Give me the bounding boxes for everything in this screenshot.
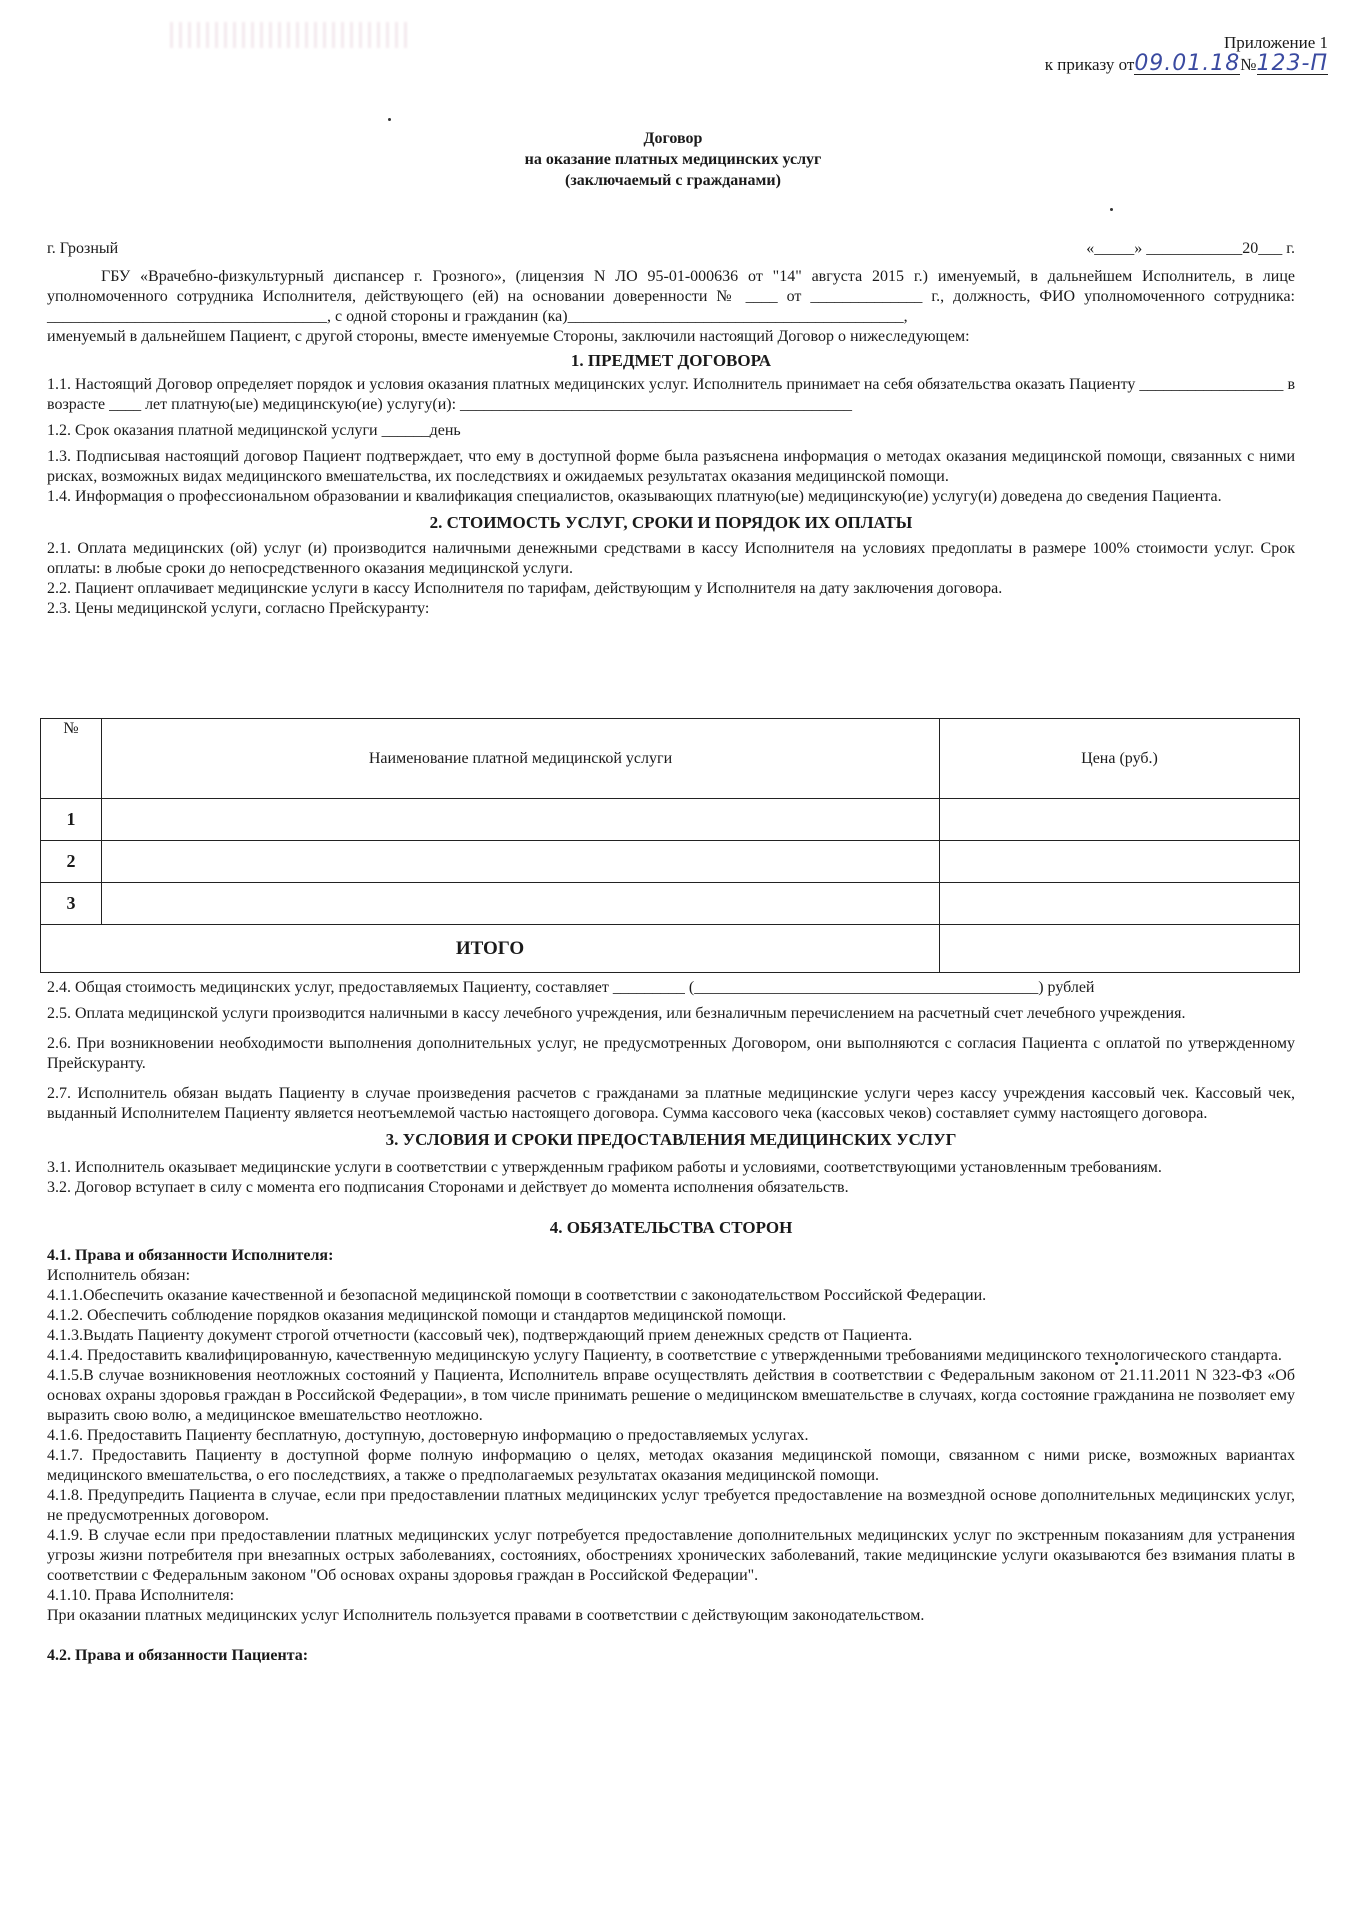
section-heading: 4. ОБЯЗАТЕЛЬСТВА СТОРОН: [549, 1218, 793, 1237]
service-cell: [102, 799, 940, 841]
clause: 1.2. Срок оказания платной медицинской услуги ______день: [47, 422, 461, 439]
table-row: [41, 799, 1300, 841]
clause: 4.1.1.Обеспечить оказание качественной и безопасной медицинской помощи в соответствии с законодательством Российской Федерации.: [47, 1287, 987, 1304]
table-total-row: [41, 925, 1300, 973]
clause: 2.2. Пациент оплачивает медицинские услуги в кассу Исполнителя по тарифам, действующим у Исполнителя на дату заключения договора.: [47, 580, 1003, 597]
document-title: [0, 128, 1346, 191]
clause: 2.7. Исполнитель обязан выдать Пациенту в случае произведения расчетов с гражданами за платные медицинские услуги через кассу учреждения кассовый чек. Кассовый чек, выданный Исполнителем Пациенту является неотъемлемой частью настоящего договора. Сумма кассового чека (кассовых чеков) составляет сумму настоящего договора.: [47, 1085, 1295, 1122]
place-date-row: [47, 239, 1295, 259]
section-heading: 2. СТОИМОСТЬ УСЛУГ, СРОКИ И ПОРЯДОК ИХ ОПЛАТЫ: [429, 513, 913, 532]
clause: 2.5. Оплата медицинской услуги производится наличными в кассу лечебного учреждения, или безналичным перечислением на расчетный счет лечебного учреждения.: [47, 1005, 1186, 1022]
service-cell: [102, 841, 940, 883]
contract-body-bottom: [47, 978, 1295, 1666]
order-date-handwritten: 09.01.18: [1134, 51, 1241, 76]
clause: 4.1.2. Обеспечить соблюдение порядков оказания медицинской помощи и стандартов медицинской помощи.: [47, 1307, 787, 1324]
row-number: 1: [41, 799, 102, 841]
section-heading: 1. ПРЕДМЕТ ДОГОВОРА: [570, 351, 772, 370]
order-number-handwritten: 123-П: [1256, 51, 1328, 76]
order-reference: [1045, 53, 1328, 75]
city: г. Грозный: [47, 240, 119, 257]
price-cell: [940, 841, 1300, 883]
clause: 1.3. Подписывая настоящий договор Пациент подтверждает, что ему в доступной форме была разъяснена информация о методах оказания медицинской помощи, связанных с ними рисках, возможных видах медицинского вмешательства, их последствиях и ожидаемых результатах оказания медицинской помощи.: [47, 448, 1295, 485]
table-row: [41, 841, 1300, 883]
order-number-label: №: [1240, 55, 1257, 74]
clause: 2.6. При возникновении необходимости выполнения дополнительных услуг, не предусмотренных Договором, они выполняются с согласия Пациента с оплатой по утвержденному Прейскуранту.: [47, 1035, 1295, 1072]
appendix-title: Приложение 1: [1224, 33, 1328, 52]
clause: 2.3. Цены медицинской услуги, согласно Прейскуранту:: [47, 600, 430, 617]
subsection-heading: 4.2. Права и обязанности Пациента:: [47, 1647, 309, 1664]
clause-lead: Исполнитель обязан:: [47, 1267, 191, 1284]
row-number: 3: [41, 883, 102, 925]
column-header-price: Цена (руб.): [940, 719, 1300, 799]
section-heading: 3. УСЛОВИЯ И СРОКИ ПРЕДОСТАВЛЕНИЯ МЕДИЦИНСКИХ УСЛУГ: [385, 1130, 957, 1149]
title-line: на оказание платных медицинских услуг: [524, 151, 822, 168]
contract-date-blank: «_____» ____________20___ г.: [1086, 240, 1295, 257]
price-cell: [940, 799, 1300, 841]
total-label: ИТОГО: [41, 925, 940, 973]
clause: 4.1.3.Выдать Пациенту документ строгой отчетности (кассовый чек), подтверждающий прием денежных средств от Пациента.: [47, 1327, 913, 1344]
row-number: 2: [41, 841, 102, 883]
table-header-row: [41, 719, 1300, 799]
clause: 4.1.10. Права Исполнителя:: [47, 1587, 235, 1604]
order-prefix: к приказу от: [1044, 55, 1135, 74]
contract-body-top: [47, 239, 1295, 619]
subsection-heading: 4.1. Права и обязанности Исполнителя:: [47, 1247, 334, 1264]
appendix-reference: [1045, 32, 1328, 75]
title-line: Договор: [643, 130, 703, 147]
clause: 4.1.6. Предоставить Пациенту бесплатную, доступную, достоверную информацию о предоставляемых услугах.: [47, 1427, 809, 1444]
clause: 4.1.4. Предоставить квалифицированную, качественную медицинскую услугу Пациенту, в соответствие с утвержденными требованиями медицинского технологического стандарта.: [47, 1347, 1282, 1364]
clause: 4.1.5.В случае возникновения неотложных состояний у Пациента, Исполнитель вправе осуществлять действия в соответствии с Федеральным законом от 21.11.2011 N 323-ФЗ «Об основах охраны здоровья граждан в Российской Федерации», в том числе принимать решение о медицинском вмешательстве в случаях, когда состояние гражданина не позволяет ему выразить свою волю, а медицинское вмешательство неотложно.: [47, 1367, 1295, 1424]
clause: 4.1.9. В случае если при предоставлении платных медицинских услуг потребуется предоставление дополнительных медицинских услуг по экстренным показаниям для устранения угрозы жизни потребителя при внезапных острых заболеваниях, состояниях, обострениях хронических заболеваний, такие медицинские услуги оказываются без взимания платы в соответствии с Федеральным законом "Об основах охраны здоровья граждан в Российской Федерации".: [47, 1527, 1295, 1584]
clause: 4.1.7. Предоставить Пациенту в доступной форме полную информацию о целях, методах оказания медицинской помощи, связанном с ними риске, возможных вариантах медицинского вмешательства, о его последствиях, а также о предполагаемых результатах оказания медицинской помощи.: [47, 1447, 1295, 1484]
scan-stamp-smudge: [170, 22, 410, 48]
clause: 2.1. Оплата медицинских (ой) услуг (и) производится наличными денежными средствами в кассу Исполнителя на условиях предоплаты в размере 100% стоимости услуг. Срок оплаты: в любые сроки до непосредственного оказания медицинской услуги.: [47, 540, 1295, 577]
clause: 1.4. Информация о профессиональном образовании и квалификация специалистов, оказывающих платную(ые) медицинскую(ие) услугу(и) доведена до сведения Пациента.: [47, 488, 1222, 505]
title-line: (заключаемый с гражданами): [565, 172, 781, 189]
intro-paragraph: именуемый в дальнейшем Пациент, с другой стороны, вместе именуемые Стороны, заключили настоящий Договор о нижеследующем:: [47, 328, 970, 345]
clause: 3.1. Исполнитель оказывает медицинские услуги в соответствии с утвержденным графиком работы и условиями, соответствующими установленным требованиям.: [47, 1159, 1162, 1176]
clause: 3.2. Договор вступает в силу с момента его подписания Сторонами и действует до момента исполнения обязательств.: [47, 1179, 849, 1196]
clause: 1.1. Настоящий Договор определяет порядок и условия оказания платных медицинских услуг. Исполнитель принимает на себя обязательства оказать Пациенту __________________ в возрасте ____ лет платную(ые) медицинскую(ие) услугу(и): _________________________________________________: [47, 376, 1295, 413]
table-row: [41, 883, 1300, 925]
service-cell: [102, 883, 940, 925]
clause: 4.1.8. Предупредить Пациента в случае, если при предоставлении платных медицинских услуг требуется предоставление на возмездной основе дополнительных медицинских услуг, не предусмотренных договором.: [47, 1487, 1295, 1524]
price-cell: [940, 883, 1300, 925]
price-table: [40, 718, 1300, 973]
column-header-service: Наименование платной медицинской услуги: [102, 719, 940, 799]
column-header-number: №: [41, 719, 102, 799]
scan-dot: [1110, 208, 1113, 211]
intro-paragraph: ГБУ «Врачебно-физкультурный диспансер г. Грозного», (лицензия N ЛО 95-01-000636 от "14" августа 2015 г.) именуемый, в дальнейшем Исполнитель, в лице уполномоченного сотрудника Исполнителя, действующего (ей) на основании доверенности № ____ от ______________ г., должность, ФИО уполномоченного сотрудника: ___________________________________, с одной стороны и гражданин (ка)__________________________________________,: [47, 268, 1295, 325]
total-price-cell: [940, 925, 1300, 973]
clause: При оказании платных медицинских услуг Исполнитель пользуется правами в соответствии с действующим законодательством.: [47, 1607, 925, 1624]
clause: 2.4. Общая стоимость медицинских услуг, предоставляемых Пациенту, составляет _________ (___________________________________________) рублей: [47, 979, 1095, 996]
scan-dot: [388, 118, 391, 121]
